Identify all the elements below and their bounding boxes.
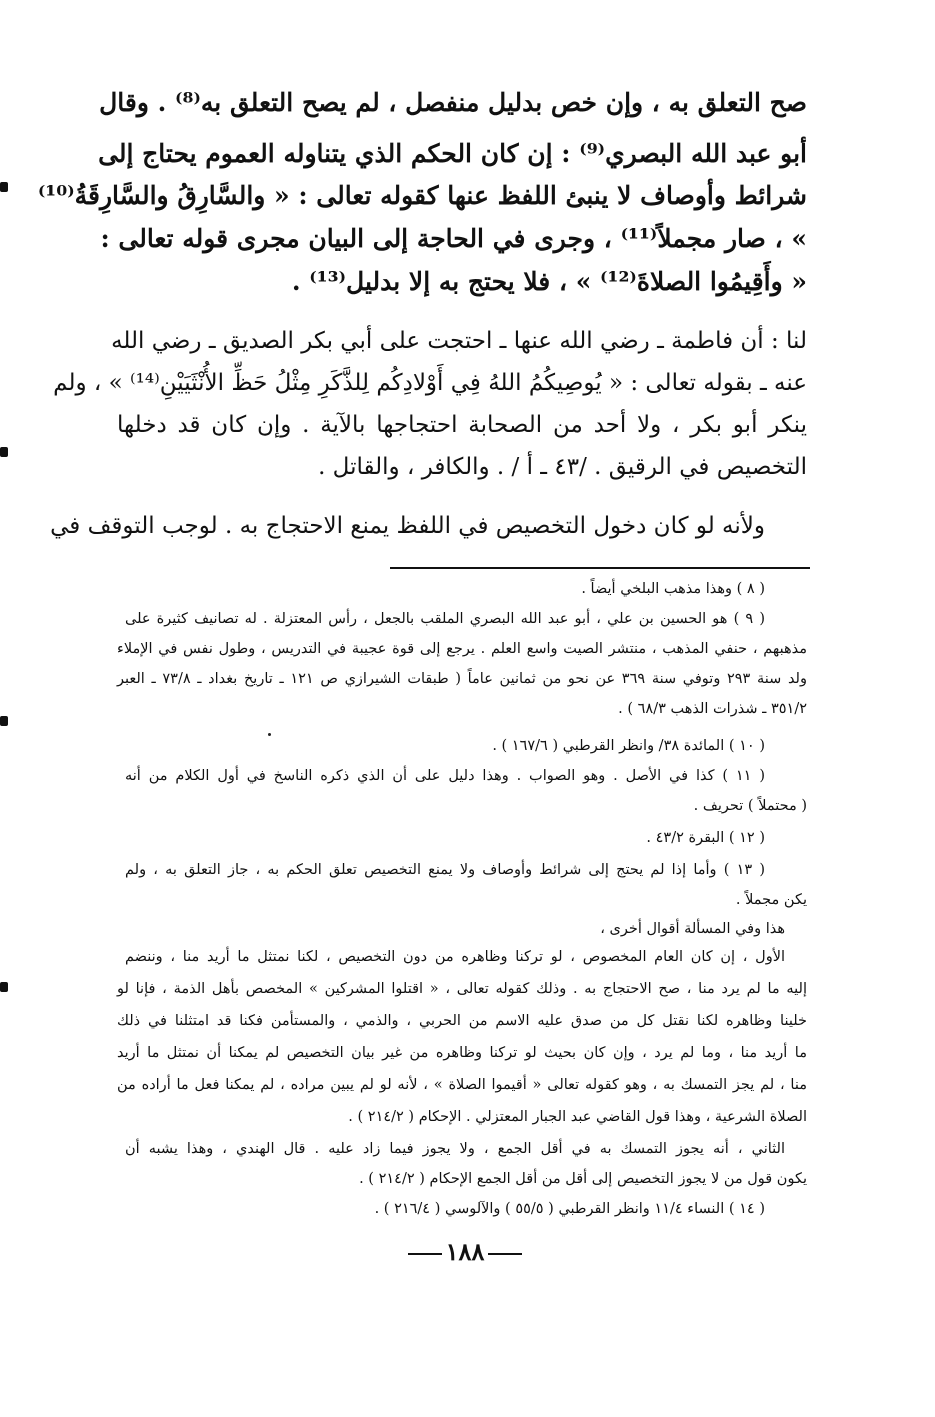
footnote-line: إليه ما لم يرد منا ، صح الاحتجاج به . وذلك كقوله تعالى ، « اقتلوا المشركين » المخصص بأهل الذمة ، فإنا لو: [117, 981, 807, 997]
footnote-line: ( ١٢ ) البقرة ٤٣/٢ .: [646, 830, 765, 846]
footnote-line: الثاني ، أنه يجوز التمسك به في أقل الجمع ، ولا يجوز فيما زاد عليه . قال الهندي ، وهذا يشبه أن: [125, 1141, 785, 1157]
text-line: » ، صار مجملاً⁽¹¹⁾ ، وجرى في الحاجة إلى البيان مجرى قوله تعالى :: [100, 224, 807, 253]
page-number-value: ١٨٨: [445, 1237, 485, 1266]
footnote-separator: [390, 567, 810, 569]
scan-margin-mark: [0, 447, 8, 457]
text-line: ينكر أبو بكر ، ولا أحد من الصحابة احتجاجها بالآية . وإن كان قد دخلها: [117, 412, 807, 438]
footnote-line: منا ، لم يجز التمسك به ، وهو كقوله تعالى « أقيموا الصلاة » ، لأنه لو لم يبين مراده ، لم يمكنا فعل ما أراده من: [117, 1077, 807, 1093]
footnote-line: ما أريد منا ، وما لم يرد ، وإن كان بحيث لو تركنا وظاهره من غير بيان التخصيص لم يمكنا أن نمتثل ما أريد: [117, 1045, 807, 1061]
footnote-line: ( ٨ ) وهذا مذهب البلخي أيضاً .: [581, 581, 765, 597]
footnote-line: خلينا وظاهره لكنا نقتل كل من صدق عليه الاسم من الحربي ، والذمي ، والمستأمن فكنا قد امتثلنا في ذلك: [117, 1013, 807, 1029]
footnote-line: ( ١١ ) كذا في الأصل . وهو الصواب . وهذا دليل على أن الذي ذكره الناسخ في أول الكلام من أنه: [125, 768, 765, 784]
text-line: صح التعلق به ، وإن خص بدليل منفصل ، لم يصح التعلق به⁽⁸⁾ . وقال: [99, 88, 807, 117]
footnote-line: الأول ، إن كان العام المخصوص ، لو تركنا وظاهره من دون التخصيص ، لكنا نمتثل ما أريد منا ، وننضم: [125, 949, 785, 965]
text-line: شرائط وأوصاف لا ينبئ اللفظ عنها كقوله تعالى : « والسَّارِقُ والسَّارِقَةُ⁽¹⁰⁾: [37, 181, 807, 210]
text-line: « وأَقِيمُوا الصلاةَ⁽¹²⁾ » ، فلا يحتج به إلا بدليل⁽¹³⁾ .: [291, 267, 807, 296]
text-line: لنا : أن فاطمة ـ رضي الله عنها ـ احتجت على أبي بكر الصديق ـ رضي الله: [111, 328, 807, 354]
text-line: ولأنه لو كان دخول التخصيص في اللفظ يمنع الاحتجاج به . لوجب التوقف في: [50, 513, 765, 539]
page-number-dash: [488, 1253, 522, 1255]
footnote-line: يكن مجملاً .: [735, 892, 807, 908]
footnote-line: ( ٩ ) هو الحسين بن علي ، أبو عبد الله البصري الملقب بالجعل ، رأس المعتزلة . له تصانيف كثيرة على: [125, 611, 765, 627]
footnote-line: ( ١٣ ) وأما إذا لم يحتج إلى شرائط وأوصاف ولا يمنع التخصيص تعلق الحكم به ، جاز التعلق به ، ولم: [125, 862, 765, 878]
page-number-dash: [408, 1253, 442, 1255]
footnote-line: هذا وفي المسألة أقوال أخرى ،: [600, 921, 785, 937]
scan-speck: [268, 733, 271, 736]
footnote-line: الصلاة الشرعية ، وهذا قول القاضي عبد الجبار المعتزلي . الإحكام ( ٢١٤/٢ ) .: [348, 1109, 807, 1125]
footnote-line: ٣٥١/٢ ـ شذرات الذهب ٦٨/٣ ) .: [618, 701, 807, 717]
text-line: أبو عبد الله البصري⁽⁹⁾ : إن كان الحكم الذي يتناوله العموم يحتاج إلى: [98, 139, 807, 168]
page-number: [400, 1237, 530, 1267]
footnote-line: ( محتملاً ) تحريف .: [693, 798, 807, 814]
footnote-line: مذهبهم ، حنفي المذهب ، منتشر الصيت واسع العلم . يرجع إلى قوة عجيبة في التدريس ، وطول نفس في الإملاء: [117, 641, 807, 657]
text-line: عنه ـ بقوله تعالى : « يُوصِيكُمُ اللهُ فِي أَوْلادِكُم لِلذَّكَرِ مِثْلُ حَظِّ الأُنْثَيَيْنِ⁽¹⁴⁾ » ، ولم: [53, 370, 807, 396]
footnote-line: ولد سنة ٢٩٣ وتوفي سنة ٣٦٩ عن نحو من ثمانين عاماً ( طبقات الشيرازي ص ١٢١ ـ تاريخ بغداد ـ ٧٣/٨ ـ العبر: [117, 671, 807, 687]
scan-margin-mark: [0, 182, 8, 192]
footnote-line: يكون قول من لا يجوز التخصيص إلى أقل من أقل الجمع الإحكام ( ٢١٤/٢ ) .: [359, 1171, 807, 1187]
scan-margin-mark: [0, 716, 8, 726]
footnote-line: ( ١٠ ) المائدة ٣٨/ وانظر القرطبي ( ١٦٧/٦ ) .: [492, 738, 765, 754]
footnote-line: ( ١٤ ) النساء ١١/٤ وانظر القرطبي ( ٥٥/٥ ) والآلوسي ( ٢١٦/٤ ) .: [374, 1201, 765, 1217]
scan-margin-mark: [0, 982, 8, 992]
text-line: التخصيص في الرقيق . /٤٣ ـ أ / . والكافر ، والقاتل .: [318, 454, 807, 480]
